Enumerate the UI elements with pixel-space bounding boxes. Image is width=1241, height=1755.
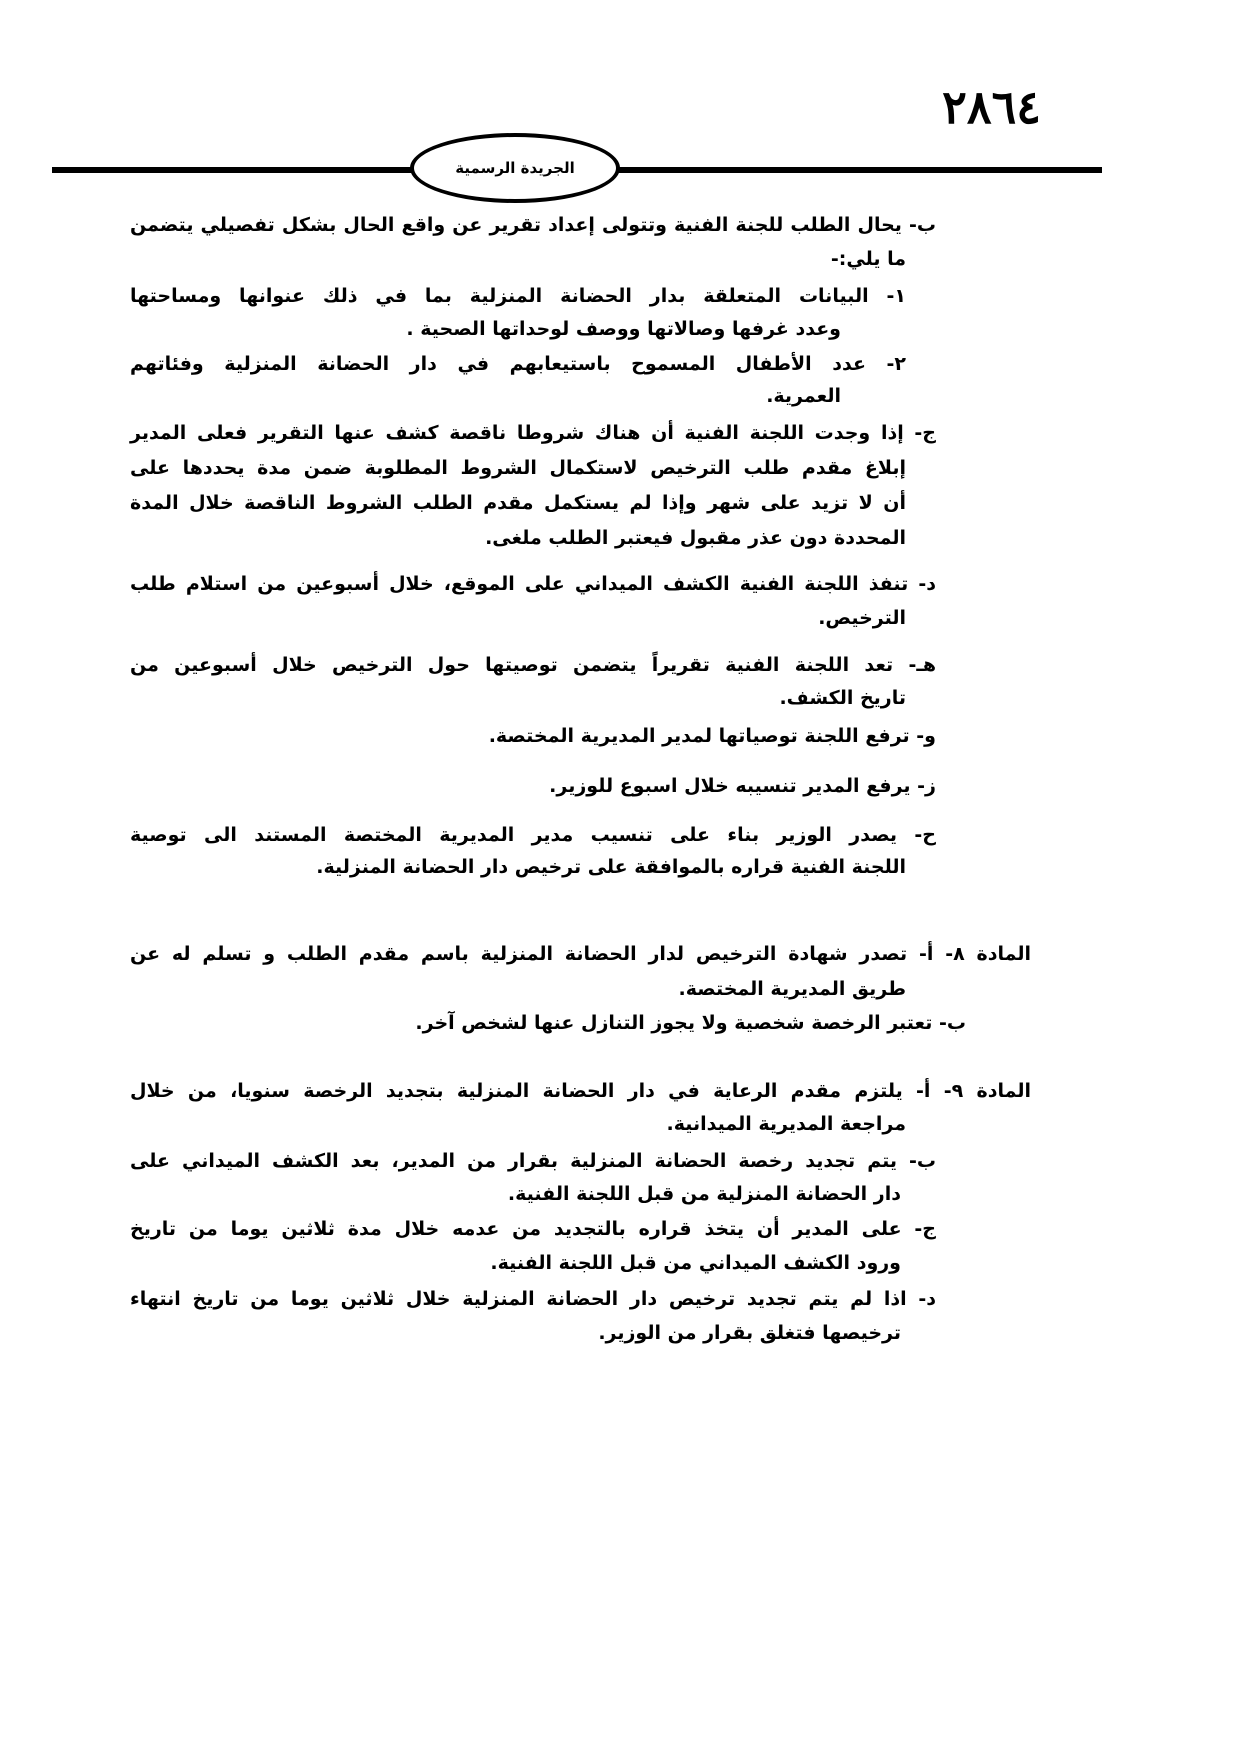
text-line: ٢- عدد الأطفال المسموح باستيعابهم في دار الحضانة المنزلية وفئاتهم [130, 353, 906, 375]
text-line: ب- يحال الطلب للجنة الفنية وتتولى إعداد تقرير عن واقع الحال بشكل تفصيلي يتضمن [130, 214, 936, 236]
text-line: ب- تعتبر الرخصة شخصية ولا يجوز التنازل عنها لشخص آخر. [415, 1012, 966, 1034]
text-line: دار الحضانة المنزلية من قبل اللجنة الفنية. [507, 1183, 901, 1205]
text-line: د- تنفذ اللجنة الفنية الكشف الميداني على الموقع، خلال أسبوعين من استلام طلب [130, 573, 936, 595]
text-line: ١- البيانات المتعلقة بدار الحضانة المنزلية بما في ذلك عنوانها ومساحتها [130, 285, 906, 307]
text-line: ب- يتم تجديد رخصة الحضانة المنزلية بقرار من المدير، بعد الكشف الميداني على [130, 1150, 936, 1172]
text-line: ح- يصدر الوزير بناء على تنسيب مدير المديرية المختصة المستند الى توصية [130, 824, 936, 846]
text-line: المحددة دون عذر مقبول فيعتبر الطلب ملغى. [485, 527, 906, 549]
text-line: ورود الكشف الميداني من قبل اللجنة الفنية. [490, 1252, 901, 1274]
text-line: أن لا تزيد على شهر وإذا لم يستكمل مقدم الطلب الشروط الناقصة خلال المدة [130, 492, 906, 514]
text-line: ترخيصها فتغلق بقرار من الوزير. [598, 1322, 901, 1344]
text-line: العمرية. [766, 385, 841, 407]
text-line: ج- على المدير أن يتخذ قراره بالتجديد من عدمه خلال مدة ثلاثين يوما من تاريخ [130, 1218, 936, 1240]
text-line: الترخيص. [818, 607, 906, 629]
text-line: وعدد غرفها وصالاتها ووصف لوحداتها الصحية . [406, 318, 841, 340]
publication-title: الجريدة الرسمية [455, 159, 575, 177]
text-line: هـ- تعد اللجنة الفنية تقريراً يتضمن توصيتها حول الترخيص خلال أسبوعين من [130, 654, 936, 676]
text-line: ما يلي:- [830, 248, 906, 270]
text-line: اللجنة الفنية قراره بالموافقة على ترخيص دار الحضانة المنزلية. [316, 856, 906, 878]
text-line: تاريخ الكشف. [779, 687, 906, 709]
text-line: ز- يرفع المدير تنسيبه خلال اسبوع للوزير. [549, 775, 936, 797]
text-line: المادة ٩- أ- يلتزم مقدم الرعاية في دار الحضانة المنزلية بتجديد الرخصة سنويا، من خلال [130, 1080, 1031, 1102]
page-number: ٢٨٦٤ [942, 80, 1041, 134]
text-line: مراجعة المديرية الميدانية. [666, 1113, 906, 1135]
text-line: ج- إذا وجدت اللجنة الفنية أن هناك شروطا ناقصة كشف عنها التقرير فعلى المدير [130, 422, 936, 444]
text-line: المادة ٨- أ- تصدر شهادة الترخيص لدار الحضانة المنزلية باسم مقدم الطلب و تسلم له عن [130, 943, 1032, 965]
text-line: طريق المديرية المختصة. [678, 978, 906, 1000]
text-line: و- ترفع اللجنة توصياتها لمدير المديرية المختصة. [488, 725, 936, 747]
text-line: إبلاغ مقدم طلب الترخيص لاستكمال الشروط المطلوبة ضمن مدة يحددها على [130, 457, 906, 479]
publication-oval [410, 133, 620, 203]
text-line: د- اذا لم يتم تجديد ترخيص دار الحضانة المنزلية خلال ثلاثين يوما من تاريخ انتهاء [130, 1288, 936, 1310]
